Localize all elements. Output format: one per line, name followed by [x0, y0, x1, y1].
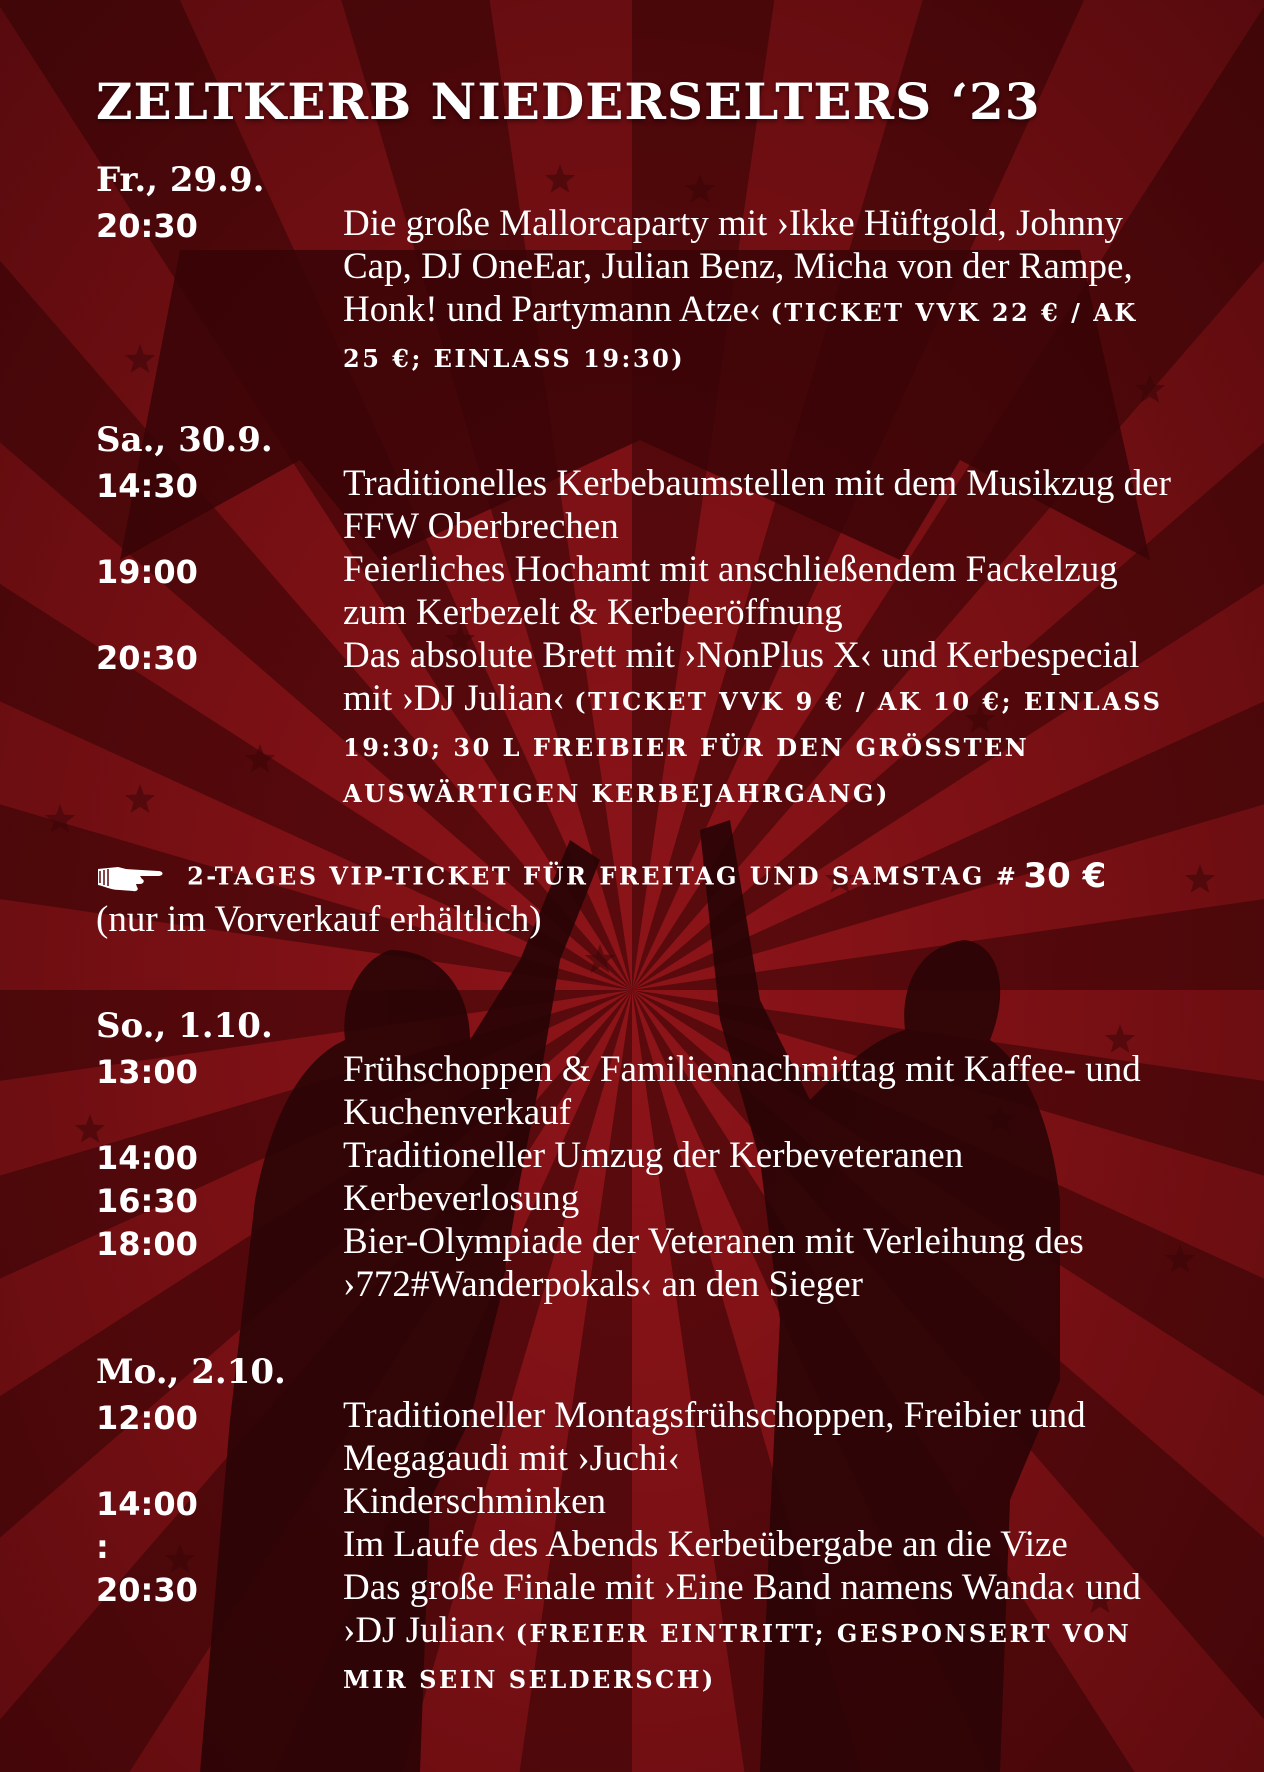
- event-text: Traditionelles Kerbebaumstellen mit dem Musikzug der FFW Oberbrechen: [343, 463, 1171, 547]
- event-text: Frühschoppen & Familiennachmittag mit Kaffee- und Kuchenverkauf: [343, 1049, 1141, 1133]
- event-text: Die große Mallorcaparty mit ›Ikke Hüftgold, Johnny Cap, DJ OneEar, Julian Benz, Micha von der Rampe, Honk! und Partymann Atze‹: [343, 203, 1133, 330]
- event-time: 19:00: [96, 553, 198, 591]
- event-time: 16:30: [96, 1182, 198, 1220]
- vip-ticket-note: (nur im Vorverkauf erhältlich): [96, 899, 542, 940]
- day-label-saturday: Sa., 30.9.: [96, 420, 273, 460]
- event-text: Kinderschminken: [343, 1481, 607, 1522]
- event-time: 13:00: [96, 1053, 198, 1091]
- event-text: Traditioneller Umzug der Kerbeveteranen: [343, 1135, 964, 1176]
- event-description: [343, 1394, 1183, 1480]
- event-description: [343, 1220, 1183, 1306]
- event-note: (TICKET VVK 9 € / AK 10 €; EINLASS 19:30; 30 L FREIBIER FÜR DEN GRÖSSTEN AUSWÄRTIGEN KERBEJAHRGANG): [343, 687, 1163, 808]
- event-time: :: [96, 1528, 109, 1566]
- event-time: 20:30: [96, 1571, 198, 1609]
- event-time: 14:00: [96, 1485, 198, 1523]
- event-text: Bier-Olympiade der Veteranen mit Verleihung des ›772#Wanderpokals‹ an den Sieger: [343, 1221, 1084, 1305]
- event-description: [343, 548, 1183, 634]
- event-time: 12:00: [96, 1399, 198, 1437]
- pointing-hand-icon: [96, 859, 168, 893]
- event-description: [343, 1480, 1183, 1523]
- event-description: [343, 1566, 1183, 1701]
- event-text: Das große Finale mit ›Eine Band namens Wanda‹ und ›DJ Julian‹: [343, 1567, 1141, 1651]
- event-text: Feierliches Hochamt mit anschließendem Fackelzug zum Kerbezelt & Kerbeeröffnung: [343, 549, 1118, 633]
- event-time: 20:30: [96, 207, 198, 245]
- event-description: [343, 1523, 1183, 1566]
- event-text: Im Laufe des Abends Kerbeübergabe an die Vize: [343, 1524, 1068, 1565]
- day-label-monday: Mo., 2.10.: [96, 1352, 286, 1392]
- event-time: 14:00: [96, 1139, 198, 1177]
- event-description: [343, 1048, 1183, 1134]
- day-label-friday: Fr., 29.9.: [96, 160, 265, 200]
- event-time: 20:30: [96, 639, 198, 677]
- event-description: [343, 1177, 1183, 1220]
- vip-ticket-price: 30 €: [1023, 856, 1107, 896]
- event-description: [343, 202, 1183, 380]
- day-label-sunday: So., 1.10.: [96, 1006, 273, 1046]
- event-text: Kerbeverlosung: [343, 1178, 580, 1219]
- vip-ticket-line: [96, 856, 1106, 896]
- event-text: Das absolute Brett mit ›NonPlus X‹ und Kerbespecial mit ›DJ Julian‹: [343, 635, 1140, 719]
- event-text: Traditioneller Montagsfrühschoppen, Freibier und Megagaudi mit ›Juchi‹: [343, 1395, 1086, 1479]
- event-note: (FREIER EINTRITT; GESPONSERT VON MIR SEIN SELDERSCH): [343, 1619, 1132, 1694]
- event-description: [343, 462, 1183, 548]
- event-description: [343, 634, 1183, 815]
- event-note: (TICKET VVK 22 € / AK 25 €; EINLASS 19:30): [343, 298, 1138, 373]
- poster-title: ZELTKERB NIEDERSELTERS ‘23: [96, 72, 1041, 131]
- event-time: 14:30: [96, 467, 198, 505]
- vip-ticket-label: 2-TAGES VIP-TICKET FÜR FREITAG UND SAMSTAG #: [187, 861, 1019, 891]
- event-description: [343, 1134, 1183, 1177]
- event-time: 18:00: [96, 1225, 198, 1263]
